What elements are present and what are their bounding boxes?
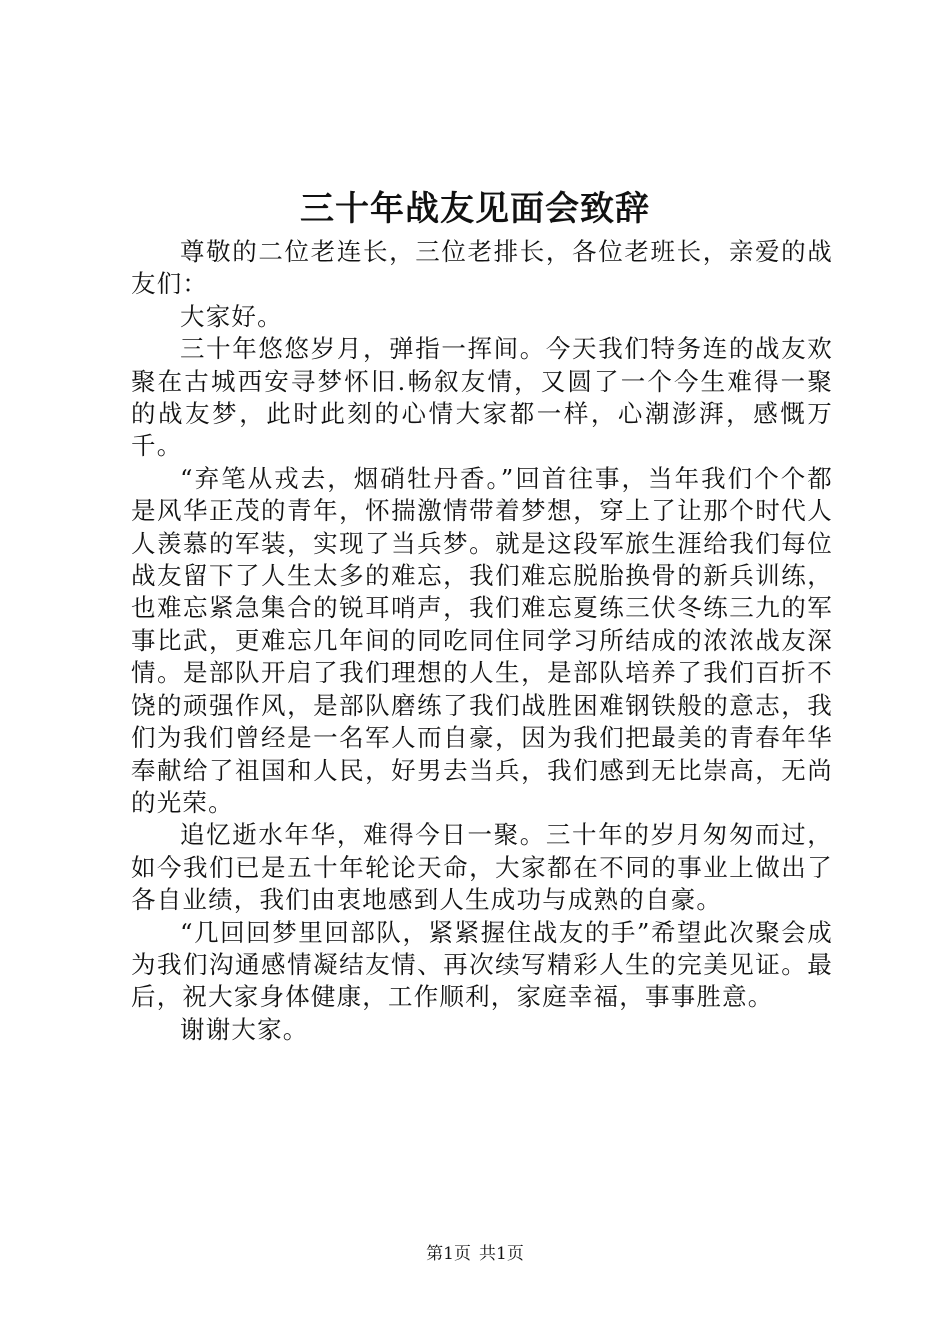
paragraph-thanks: 谢谢大家。 <box>180 1014 309 1044</box>
paragraph-reunion: 三十年悠悠岁月，弹指一挥间。今天我们特务连的战友欢聚在古城西安寻梦怀旧.畅叙友情，又圆了一个今生难得一聚的战友梦，此时此刻的心情大家都一样，心潮澎湃，感慨万千。 <box>131 334 833 461</box>
page-number-total: 共1页 <box>479 1244 524 1264</box>
paragraph-memories: “弃笔从戎去，烟硝牡丹香。”回首往事，当年我们个个都是风华正茂的青年，怀揣激情带着梦想，穿上了让那个时代人人羡慕的军装，实现了当兵梦。就是这段军旅生涯给我们每位战友留下了人生太多的难忘，我们难忘脱胎换骨的新兵训练，也难忘紧急集合的锐耳哨声，我们难忘夏练三伏冬练三九的军事比武，更难忘几年间的同吃同住同学习所结成的浓浓战友深情。是部队开启了我们理想的人生，是部队培养了我们百折不饶的顽强作风，是部队磨练了我们战胜困难钢铁般的意志，我们为我们曾经是一名军人而自豪，因为我们把最美的青春年华奉献给了祖国和人民，好男去当兵，我们感到无比崇高，无尚的光荣。 <box>131 463 833 817</box>
document-title: 三十年战友见面会致辞 <box>300 189 650 229</box>
paragraph-reflection: 追忆逝水年华，难得今日一聚。三十年的岁月匆匆而过，如今我们已是五十年轮论天命，大家都在不同的事业上做出了各自业绩，我们由衷地感到人生成功与成熟的自豪。 <box>131 820 833 915</box>
page-number-current: 第1页 <box>426 1244 471 1264</box>
document-body <box>131 236 833 1046</box>
page-footer <box>0 1242 950 1266</box>
paragraph-salutation: 尊敬的二位老连长，三位老排长，各位老班长，亲爱的战友们： <box>131 237 833 299</box>
paragraph-wishes: “几回回梦里回部队，紧紧握住战友的手”希望此次聚会成为我们沟通感情凝结友情、再次续写精彩人生的完美见证。最后，祝大家身体健康，工作顺利，家庭幸福，事事胜意。 <box>131 917 833 1012</box>
paragraph-greeting: 大家好。 <box>180 301 283 331</box>
